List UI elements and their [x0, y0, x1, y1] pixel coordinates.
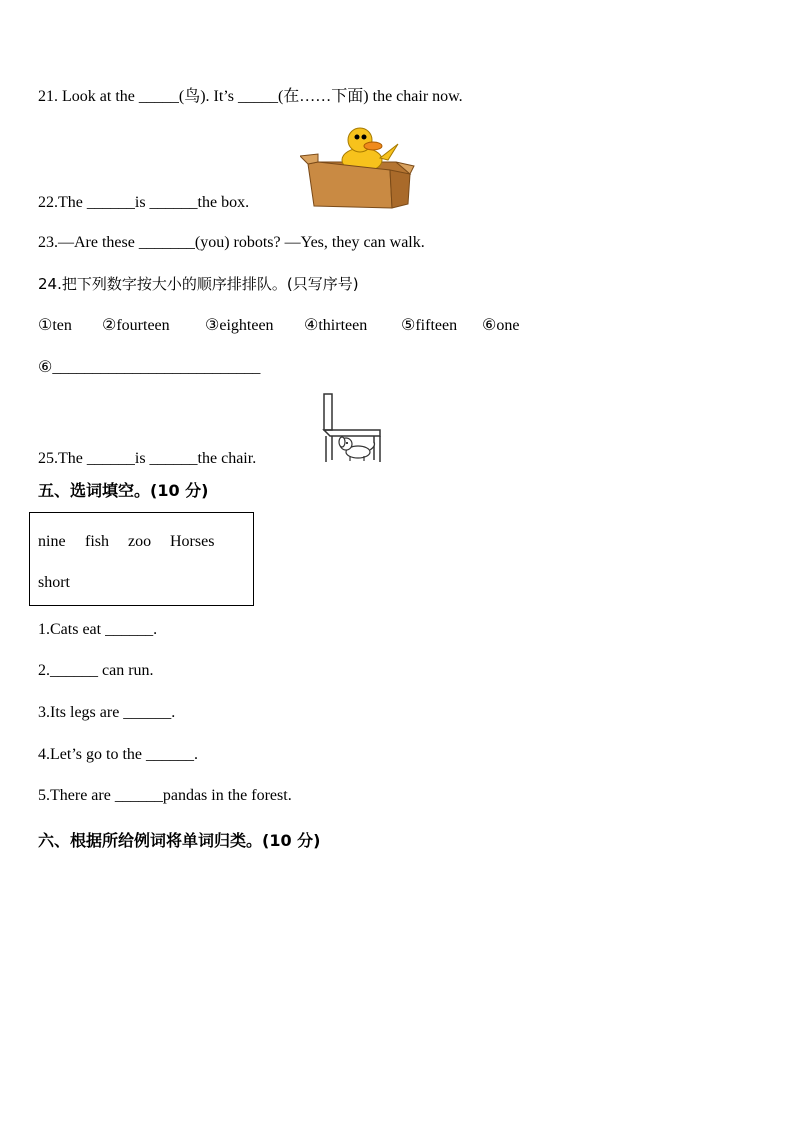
dog-under-chair-image — [320, 390, 386, 466]
question-25: 25.The ______is ______the chair. — [38, 450, 257, 467]
word-bank-item: nine — [38, 533, 66, 550]
s5-item-4: 4.Let’s go to the ______. — [38, 746, 198, 763]
section-5-title: 五、选词填空。(10 分) — [38, 481, 209, 500]
word-bank-item: zoo — [128, 533, 152, 550]
s5-item-1: 1.Cats eat ______. — [38, 621, 158, 638]
question-24: 24.把下列数字按大小的顺序排排队。(只写序号) — [38, 275, 359, 293]
section-6-title: 六、根据所给例词将单词归类。(10 分) — [38, 831, 321, 850]
word-bank-item: short — [38, 574, 70, 591]
question-21: 21. Look at the _____(鸟). It’s _____(在……下面) the chair now. — [38, 88, 463, 105]
s5-item-5: 5.There are ______pandas in the forest. — [38, 787, 292, 804]
option-3: ③eighteen — [205, 317, 274, 334]
word-bank-item: Horses — [170, 533, 215, 550]
question-23: 23.—Are these _______(you) robots? —Yes, they can walk. — [38, 234, 425, 251]
s5-item-3: 3.Its legs are ______. — [38, 704, 176, 721]
option-4: ④thirteen — [304, 317, 368, 334]
option-2: ②fourteen — [102, 317, 170, 334]
word-bank-item: fish — [85, 533, 109, 550]
duck-in-box-image — [300, 122, 418, 210]
option-6: ⑥one — [482, 317, 520, 334]
question-22: 22.The ______is ______the box. — [38, 194, 250, 211]
option-5: ⑤fifteen — [401, 317, 458, 334]
s5-item-2: 2.______ can run. — [38, 662, 154, 679]
option-1: ①ten — [38, 317, 72, 334]
question-24-answer-line: ⑥__________________________ — [38, 359, 261, 376]
word-bank-box — [29, 512, 254, 606]
question-24-options — [38, 316, 519, 336]
